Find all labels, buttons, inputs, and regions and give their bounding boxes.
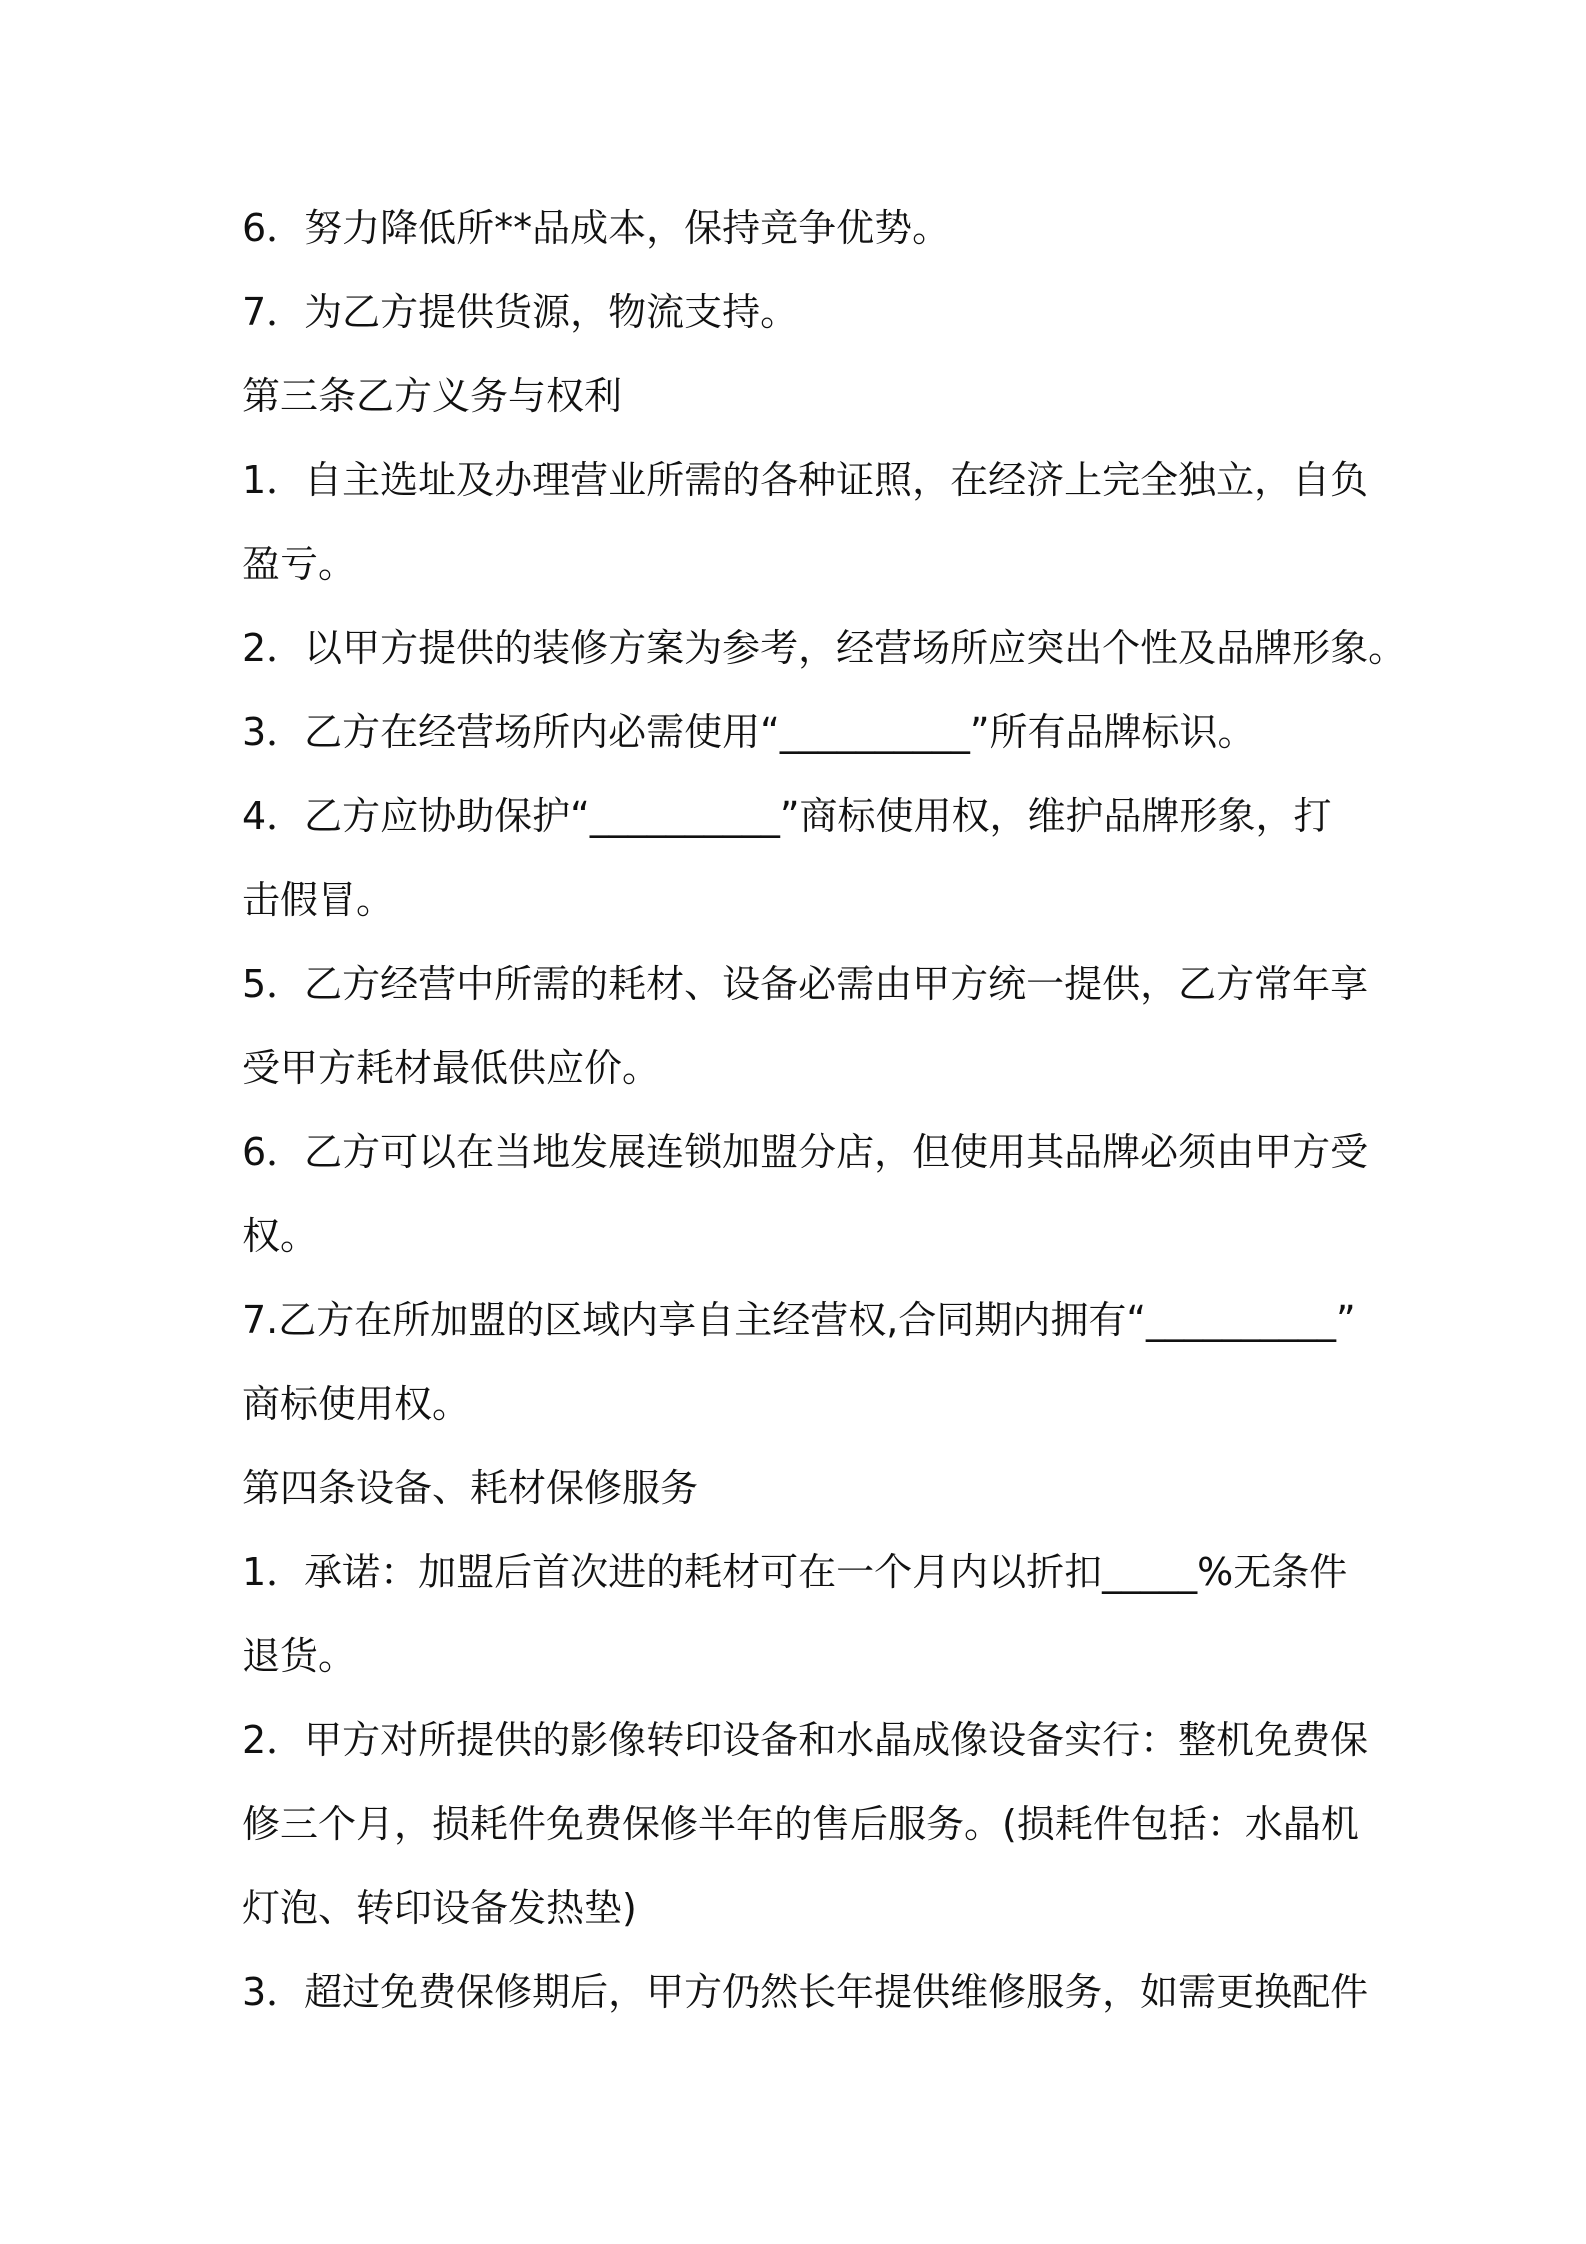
line-clause-3-item-6: 6．乙方可以在当地发展连锁加盟分店，但使用其品牌必须由甲方受 <box>242 1130 1369 1174</box>
line-clause-4-item-1-cont: 退货。 <box>242 1634 357 1678</box>
heading-clause-3: 第三条乙方义务与权利 <box>242 374 623 418</box>
line-clause-2-item-6: 6．努力降低所**品成本，保持竞争优势。 <box>242 206 951 250</box>
line-clause-3-item-4: 4．乙方应协助保护“__________”商标使用权，维护品牌形象，打 <box>242 794 1332 838</box>
line-clause-3-item-6-cont: 权。 <box>242 1214 319 1258</box>
line-clause-4-item-3: 3．超过免费保修期后，甲方仍然长年提供维修服务，如需更换配件 <box>242 1970 1369 2014</box>
line-clause-4-item-1: 1．承诺：加盟后首次进的耗材可在一个月内以折扣_____%无条件 <box>242 1550 1348 1594</box>
line-clause-2-item-7: 7．为乙方提供货源，物流支持。 <box>242 290 799 334</box>
line-clause-3-item-4-cont: 击假冒。 <box>242 878 395 922</box>
line-clause-4-item-2-cont2: 灯泡、转印设备发热垫) <box>242 1886 637 1930</box>
line-clause-3-item-3: 3．乙方在经营场所内必需使用“__________”所有品牌标识。 <box>242 710 1256 754</box>
line-clause-3-item-5-cont: 受甲方耗材最低供应价。 <box>242 1046 661 1090</box>
line-clause-3-item-2: 2．以甲方提供的装修方案为参考，经营场所应突出个性及品牌形象。 <box>242 626 1407 670</box>
line-clause-3-item-7-cont: 商标使用权。 <box>242 1382 471 1426</box>
document-body <box>242 186 1407 2034</box>
line-clause-4-item-2-cont: 修三个月，损耗件免费保修半年的售后服务。(损耗件包括：水晶机 <box>242 1802 1359 1846</box>
line-clause-3-item-5: 5．乙方经营中所需的耗材、设备必需由甲方统一提供，乙方常年享 <box>242 962 1369 1006</box>
line-clause-4-item-2: 2．甲方对所提供的影像转印设备和水晶成像设备实行：整机免费保 <box>242 1718 1369 1762</box>
line-clause-3-item-1: 1．自主选址及办理营业所需的各种证照，在经济上完全独立，自负 <box>242 458 1369 502</box>
line-clause-3-item-1-cont: 盈亏。 <box>242 542 357 586</box>
heading-clause-4: 第四条设备、耗材保修服务 <box>242 1466 699 1510</box>
line-clause-3-item-7: 7.乙方在所加盟的区域内享自主经营权,合同期内拥有“__________” <box>242 1298 1356 1342</box>
